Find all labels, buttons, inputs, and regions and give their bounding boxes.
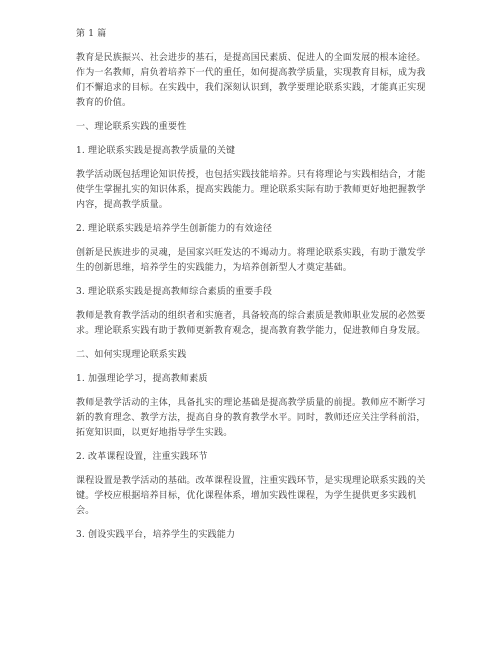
section-heading-2: 二、如何实现理论联系实践 [76, 350, 187, 360]
list-item-heading: 3. 创设实践平台，培养学生的实践能力 [76, 530, 236, 540]
list-item-heading: 3. 理论联系实践是提高教师综合素质的重要手段 [76, 287, 273, 297]
intro-paragraph: 教育是民族振兴、社会进步的基石，是提高国民素质、促进人的全面发展的根本途径。作为一名教师，肩负着培养下一代的重任，如何提高教学质量，实现教育目标，成为我们不懈追求的目标。在实践中，我们深刻认识到，教学要理论联系实践，才能真正实现教育的价值。 [76, 53, 426, 108]
body-paragraph: 教师是教学活动的主体，具备扎实的理论基础是提高教学质量的前提。教师应不断学习新的教育理念、教学方法，提高自身的教育教学水平。同时，教师还应关注学科前沿，拓宽知识面，以更好地指导学生实践。 [76, 398, 426, 438]
section-heading-1: 一、理论联系实践的重要性 [76, 122, 187, 132]
document-title: 第 1 篇 [76, 29, 107, 39]
list-item-heading: 2. 理论联系实践是培养学生创新能力的有效途径 [76, 224, 273, 234]
list-item-heading: 1. 加强理论学习，提高教师素质 [76, 374, 208, 384]
list-item-heading: 2. 改革课程设置，注重实践环节 [76, 452, 208, 462]
body-paragraph: 创新是民族进步的灵魂，是国家兴旺发达的不竭动力。将理论联系实践，有助于激发学生的创新思维，培养学生的实践能力，为培养创新型人才奠定基础。 [76, 248, 426, 273]
body-paragraph: 教师是教育教学活动的组织者和实施者，具备较高的综合素质是教师职业发展的必然要求。理论联系实践有助于教师更新教育观念，提高教育教学能力，促进教师自身发展。 [76, 311, 426, 336]
list-item-heading: 1. 理论联系实践是提高教学质量的关键 [76, 146, 236, 156]
body-paragraph: 课程设置是教学活动的基础。改革课程设置，注重实践环节，是实现理论联系实践的关键。学校应根据培养目标，优化课程体系，增加实践性课程，为学生提供更多实践机会。 [76, 476, 426, 516]
body-paragraph: 教学活动既包括理论知识传授，也包括实践技能培养。只有将理论与实践相结合，才能使学生掌握扎实的知识体系，提高实践能力。理论联系实际有助于教师更好地把握教学内容，提高教学质量。 [76, 170, 426, 210]
